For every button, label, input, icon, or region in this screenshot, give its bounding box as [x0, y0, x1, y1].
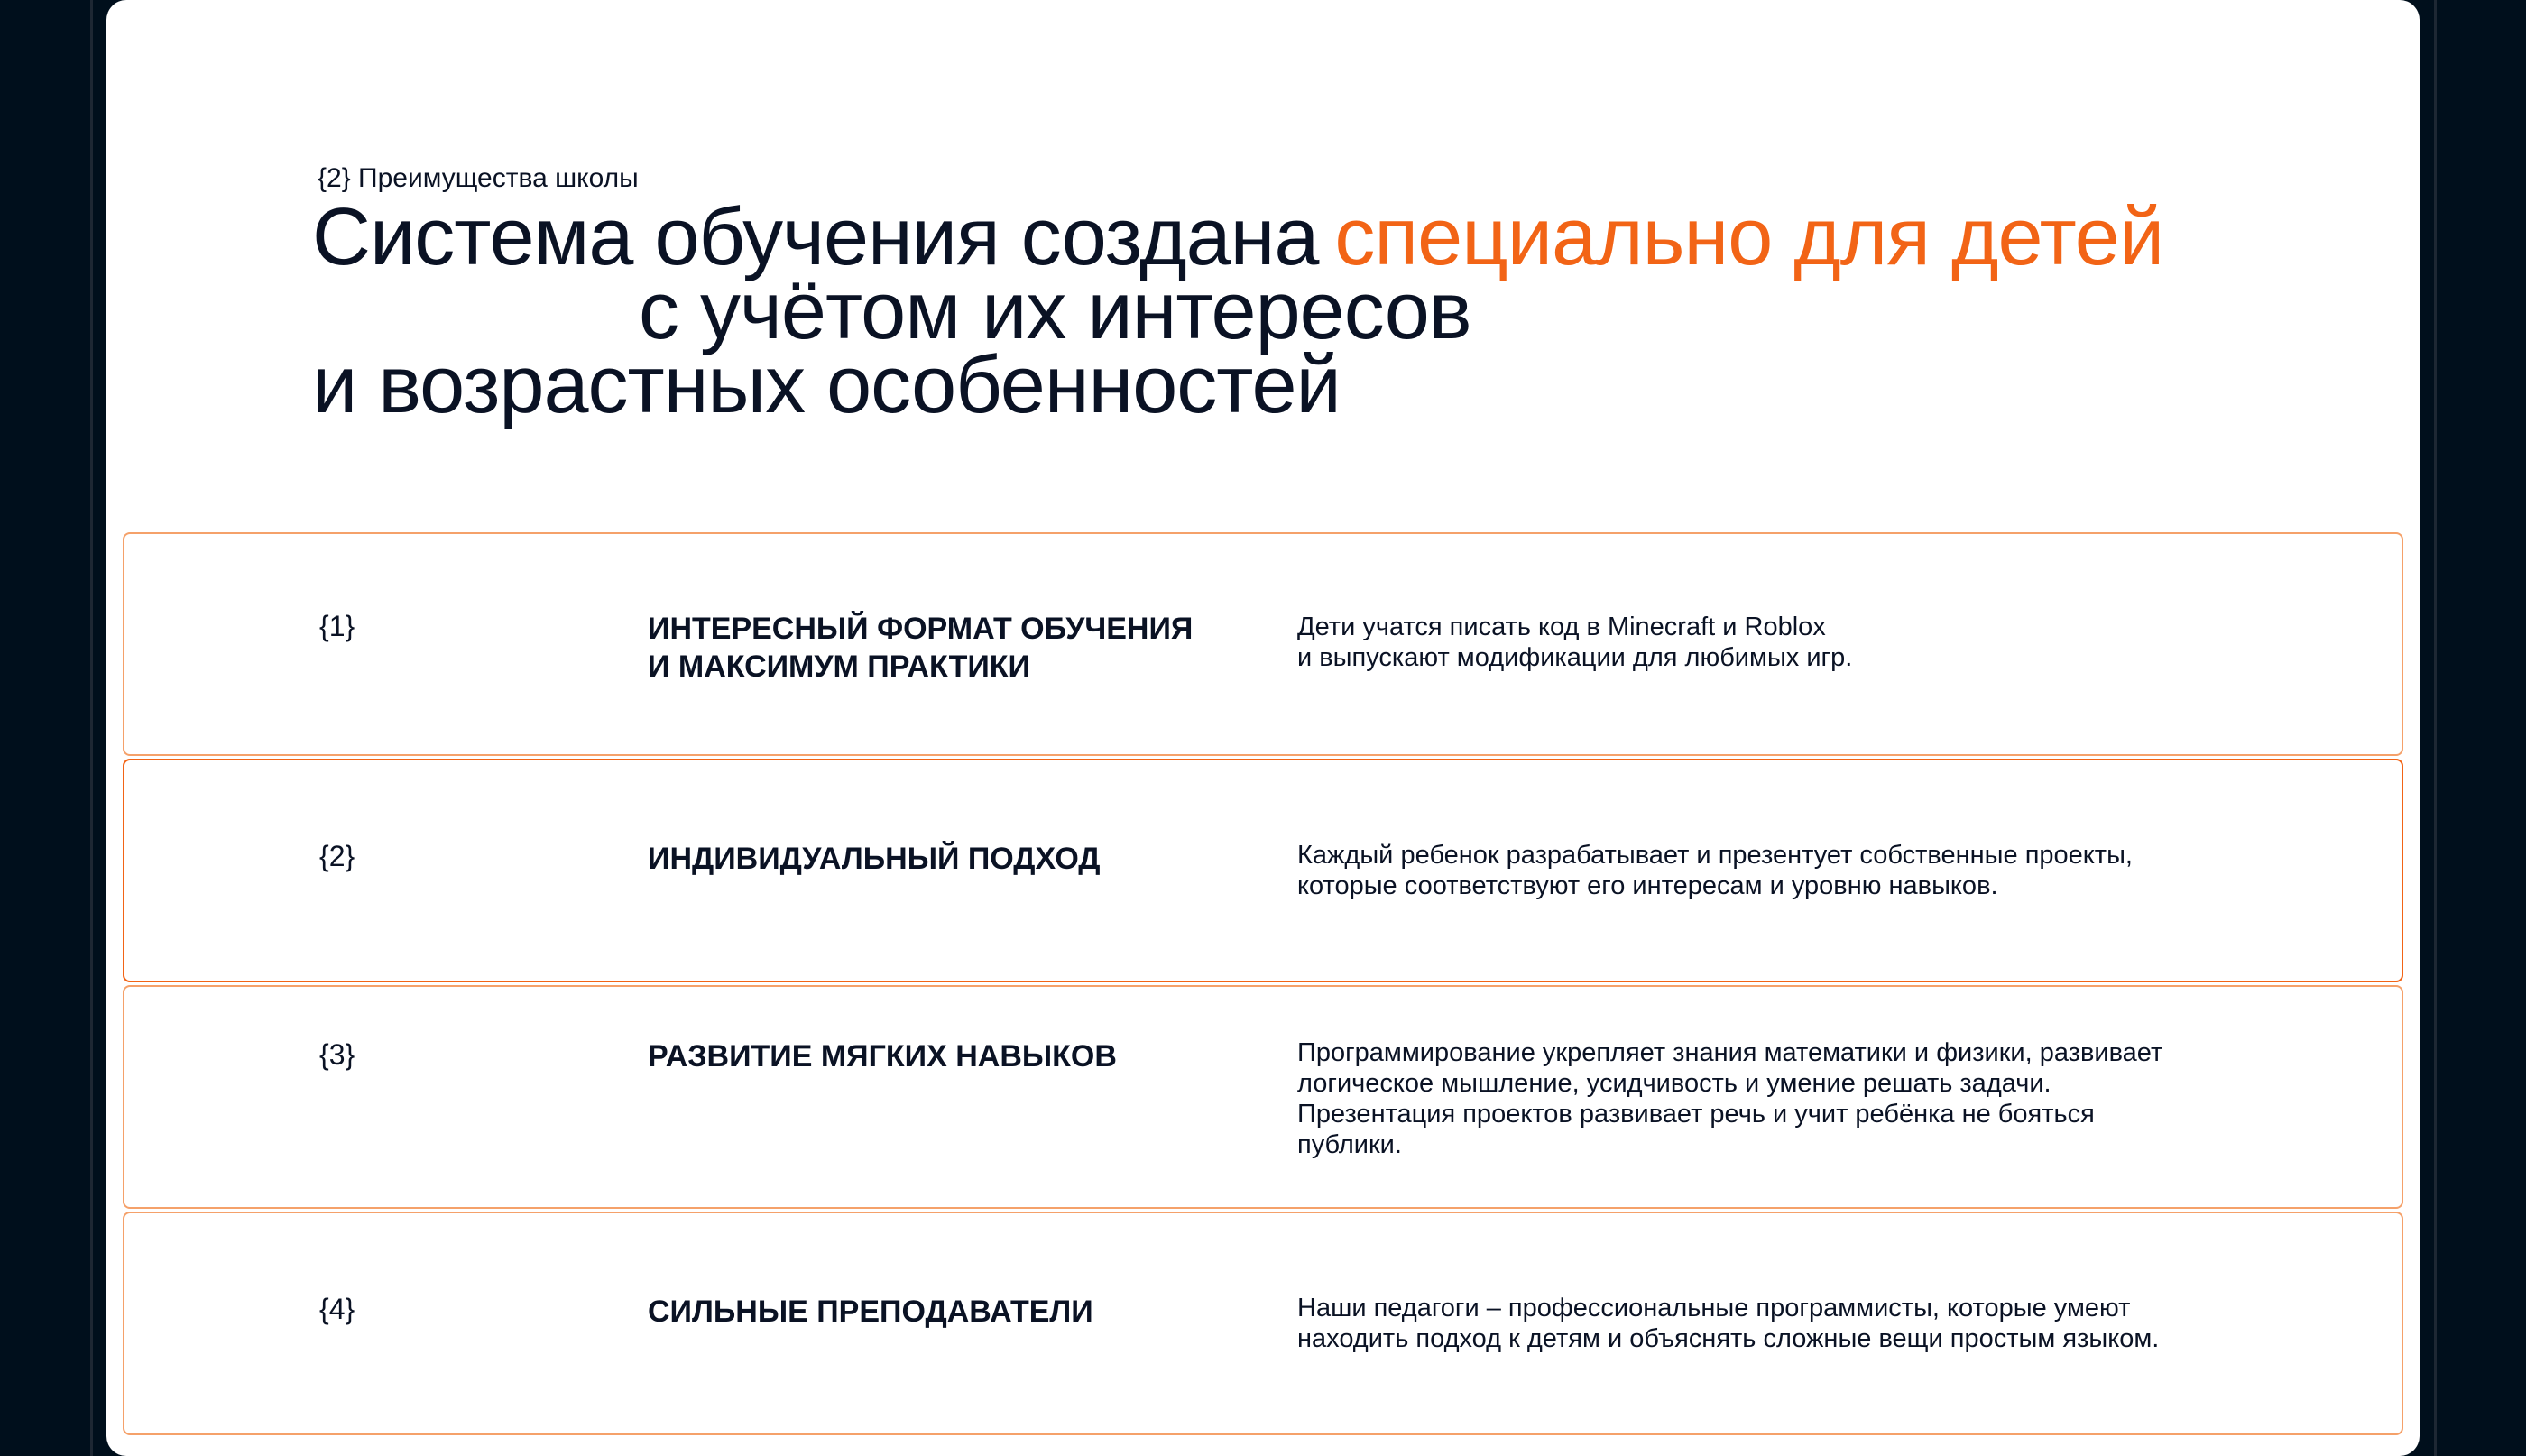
feature-description-line: находить подход к детям и объяснять сложные вещи простым языком. [1297, 1324, 2160, 1353]
feature-title-line: РАЗВИТИЕ МЯГКИХ НАВЫКОВ [648, 1039, 1117, 1074]
feature-item[interactable] [123, 985, 2403, 1209]
feature-number: {2} [319, 840, 355, 872]
headline-part-1: Система обучения создана [312, 192, 1319, 282]
right-rail [2434, 0, 2437, 1456]
feature-title [648, 610, 1225, 686]
feature-description-line: и выпускают модификации для любимых игр. [1297, 643, 1853, 672]
advantages-card [106, 0, 2420, 1456]
headline-accent: специально для детей [1334, 192, 2164, 282]
section-eyebrow: {2} Преимущества школы [318, 163, 639, 193]
feature-description-line: которые соответствуют его интересам и уровню навыков. [1297, 871, 1998, 900]
feature-description-line: Программирование укрепляет знания математики и физики, развивает [1297, 1038, 2163, 1067]
section-headline [312, 192, 2164, 430]
feature-number: {3} [319, 1038, 355, 1071]
headline-line-2: с учётом их интересов [639, 266, 1471, 356]
feature-title [648, 1037, 1225, 1075]
features-list [123, 532, 2403, 1438]
feature-description-line: Презентация проектов развивает речь и учит ребёнка не бояться [1297, 1100, 2095, 1129]
feature-title [648, 1293, 1225, 1331]
feature-title-line: ИНДИВИДУАЛЬНЫЙ ПОДХОД [648, 842, 1101, 876]
left-rail [90, 0, 93, 1456]
feature-item[interactable] [123, 759, 2403, 982]
headline-line-1 [312, 192, 2164, 282]
feature-description [1297, 840, 2290, 901]
feature-number: {4} [319, 1293, 355, 1325]
feature-description [1297, 1293, 2290, 1354]
feature-description-line: Каждый ребенок разрабатывает и презентует собственные проекты, [1297, 841, 2133, 870]
feature-title-line: СИЛЬНЫЕ ПРЕПОДАВАТЕЛИ [648, 1295, 1093, 1329]
feature-description-line: Наши педагоги – профессиональные программисты, которые умеют [1297, 1294, 2131, 1322]
feature-title-line: ИНТЕРЕСНЫЙ ФОРМАТ ОБУЧЕНИЯ [648, 612, 1194, 646]
feature-description [1297, 1037, 2290, 1160]
feature-item[interactable] [123, 532, 2403, 756]
feature-number: {1} [319, 610, 355, 642]
feature-description [1297, 612, 2290, 673]
feature-item[interactable] [123, 1212, 2403, 1435]
feature-title-line: И МАКСИМУМ ПРАКТИКИ [648, 650, 1030, 684]
feature-description-line: Дети учатся писать код в Minecraft и Roblox [1297, 613, 1826, 641]
feature-title [648, 840, 1225, 878]
feature-description-line: публики. [1297, 1130, 1402, 1159]
feature-description-line: логическое мышление, усидчивость и умение решать задачи. [1297, 1069, 2051, 1098]
headline-line-3: и возрастных особенностей [312, 340, 1341, 430]
